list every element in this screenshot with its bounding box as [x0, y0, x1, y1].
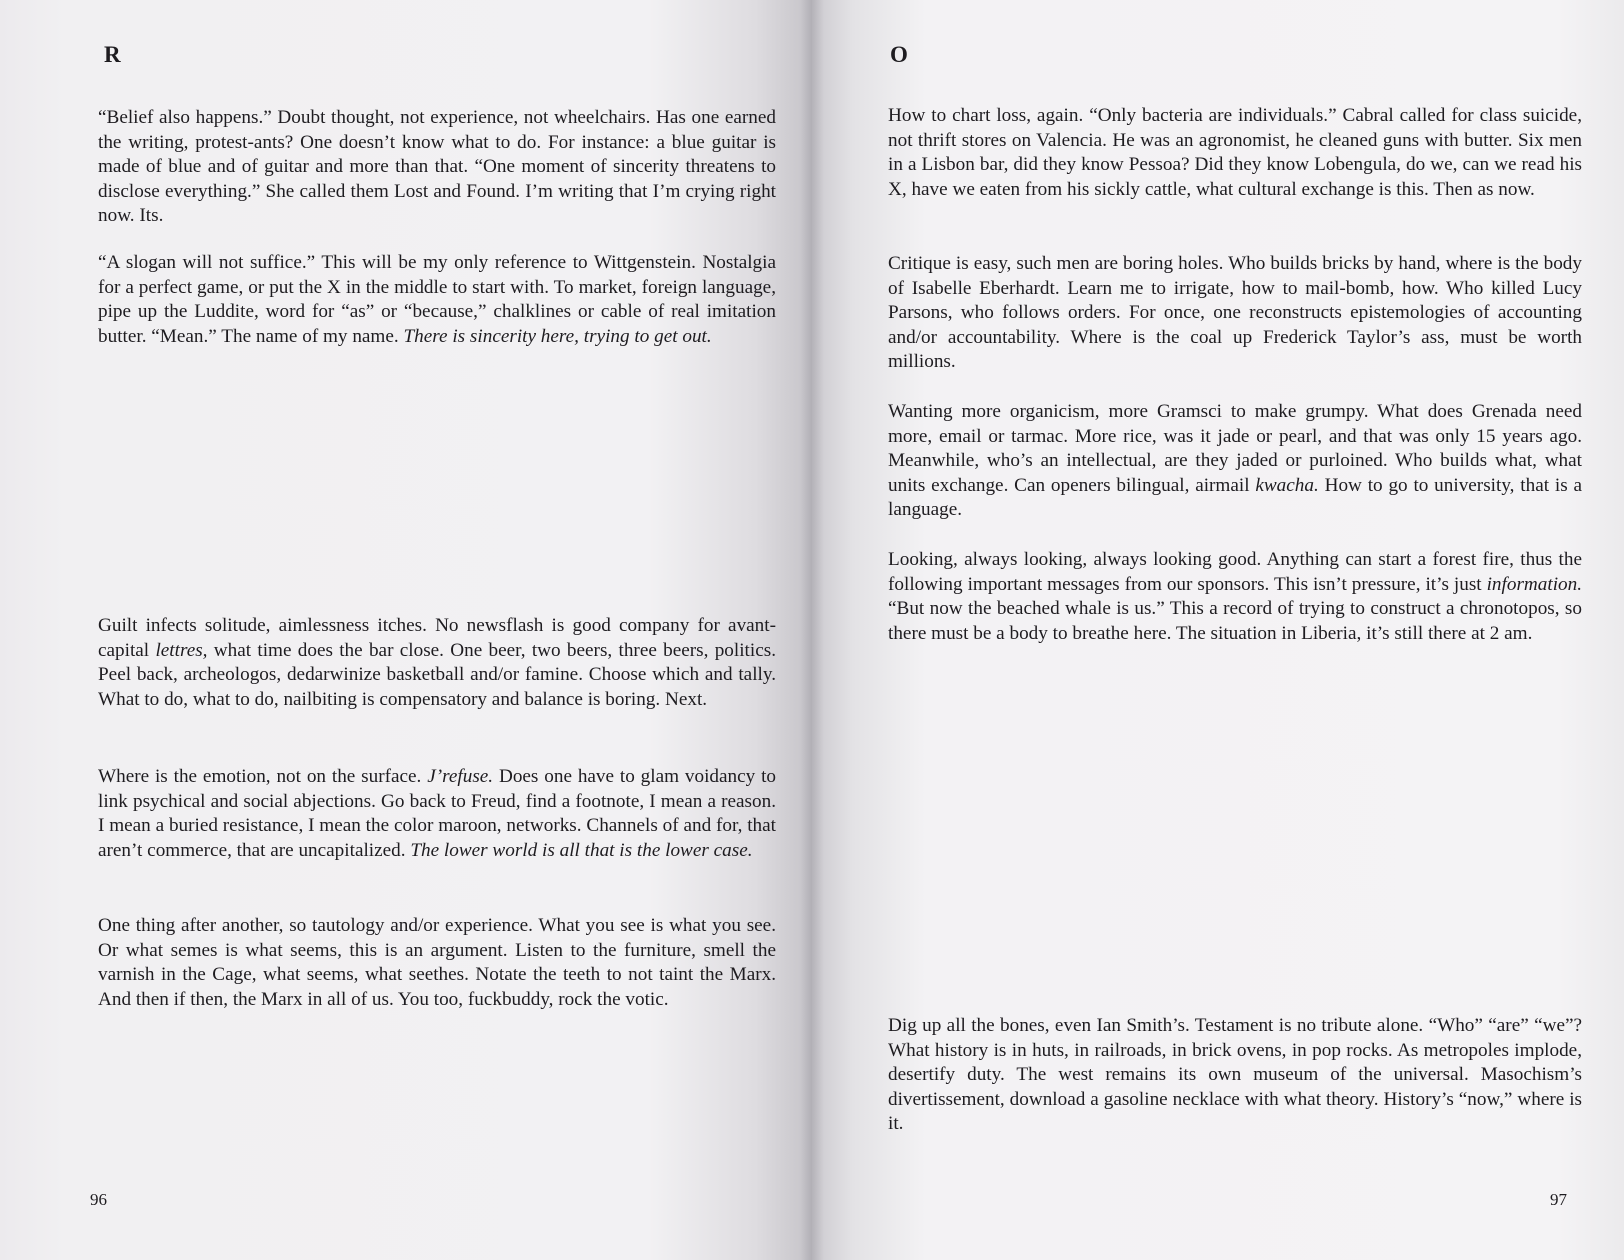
paragraph: Critique is easy, such men are boring holes. Who builds bricks by hand, where is the body of Isabelle Eberhardt. Learn me to irrigate, how to mail-bomb, how. Who killed Lucy Parsons, who follows orders. For once, one reconstructs epistemologies of accounting and/or accountability. Where is the coal up Frederick Taylor’s ass, must be worth millions.	[888, 253, 1582, 373]
paragraph: Where is the emotion, not on the surface. J’refuse. Does one have to glam voidancy to link psychical and social abjections. Go back to Freud, find a footnote, I mean a reason. I mean a buried resistance, I mean the color maroon, networks. Channels of and for, that aren’t commerce, that are uncapitalized. The lower world is all that is the lower case.	[98, 766, 776, 861]
paragraph: One thing after another, so tautology and/or experience. What you see is what you see. Or what semes is what seems, this is an argument. Listen to the furniture, smell the varnish in the Cage, what seems, what seethes. Notate the teeth to not taint the Marx. And then if then, the Marx in all of us. You too, fuckbuddy, rock the votic.	[98, 915, 776, 1010]
page-number: 96	[90, 1190, 107, 1209]
paragraph: Guilt infects solitude, aimlessness itches. No newsflash is good company for avant-capital lettres, what time does the bar close. One beer, two beers, three beers, politics. Peel back, archeologos, dedarwinize basketball and/or famine. Choose which and tally. What to do, what to do, nailbiting is compensatory and balance is boring. Next.	[98, 615, 776, 710]
paragraph: Wanting more organicism, more Gramsci to make grumpy. What does Grenada need more, email or tarmac. More rice, was it jade or pearl, and that was only 15 years ago. Meanwhile, who’s an intellectual, are they jaded or purloined. Who builds what, what units exchange. Can openers bilingual, airmail kwacha. How to go to university, that is a language.	[888, 401, 1582, 521]
paragraph: Dig up all the bones, even Ian Smith’s. Testament is no tribute alone. “Who” “are” “we”? What history is in huts, in railroads, in brick ovens, in pop rocks. As metropoles implode, desertify duty. The west remains its own museum of the universal. Masochism’s divertissement, download a gasoline necklace with what theory. History’s “now,” where is it.	[888, 1015, 1582, 1135]
page-number: 97	[1550, 1190, 1567, 1209]
section-letter: O	[890, 42, 908, 67]
right-page	[812, 0, 1624, 1260]
section-letter: R	[104, 42, 121, 67]
paragraph: “A slogan will not suffice.” This will be my only reference to Wittgenstein. Nostalgia for a perfect game, or put the X in the middle to start with. To market, foreign language, pipe up the Luddite, word for “as” or “because,” chalklines or cable of real imitation butter. “Mean.” The name of my name. There is sincerity here, trying to get out.	[98, 252, 776, 347]
book-gutter	[800, 0, 824, 1260]
paragraph: Looking, always looking, always looking good. Anything can start a forest fire, thus the following important messages from our sponsors. This isn’t pressure, it’s just information. “But now the beached whale is us.” This a record of trying to construct a chronotopos, so there must be a body to breathe here. The situation in Liberia, it’s still there at 2 am.	[888, 549, 1583, 644]
paragraph: “Belief also happens.” Doubt thought, not experience, not wheelchairs. Has one earned the writing, protest-ants? One doesn’t know what to do. For instance: a blue guitar is made of blue and of guitar and more than that. “One moment of sincerity threatens to disclose everything.” She called them Lost and Found. I’m writing that I’m crying right now. Its.	[98, 107, 776, 227]
paragraph: How to chart loss, again. “Only bacteria are individuals.” Cabral called for class suicide, not thrift stores on Valencia. He was an agronomist, he cleaned guns with butter. Six men in a Lisbon bar, did they know Pessoa? Did they know Lobengula, do we, can we read his X, have we eaten from his sickly cattle, what cultural exchange is this. Then as now.	[888, 105, 1582, 200]
